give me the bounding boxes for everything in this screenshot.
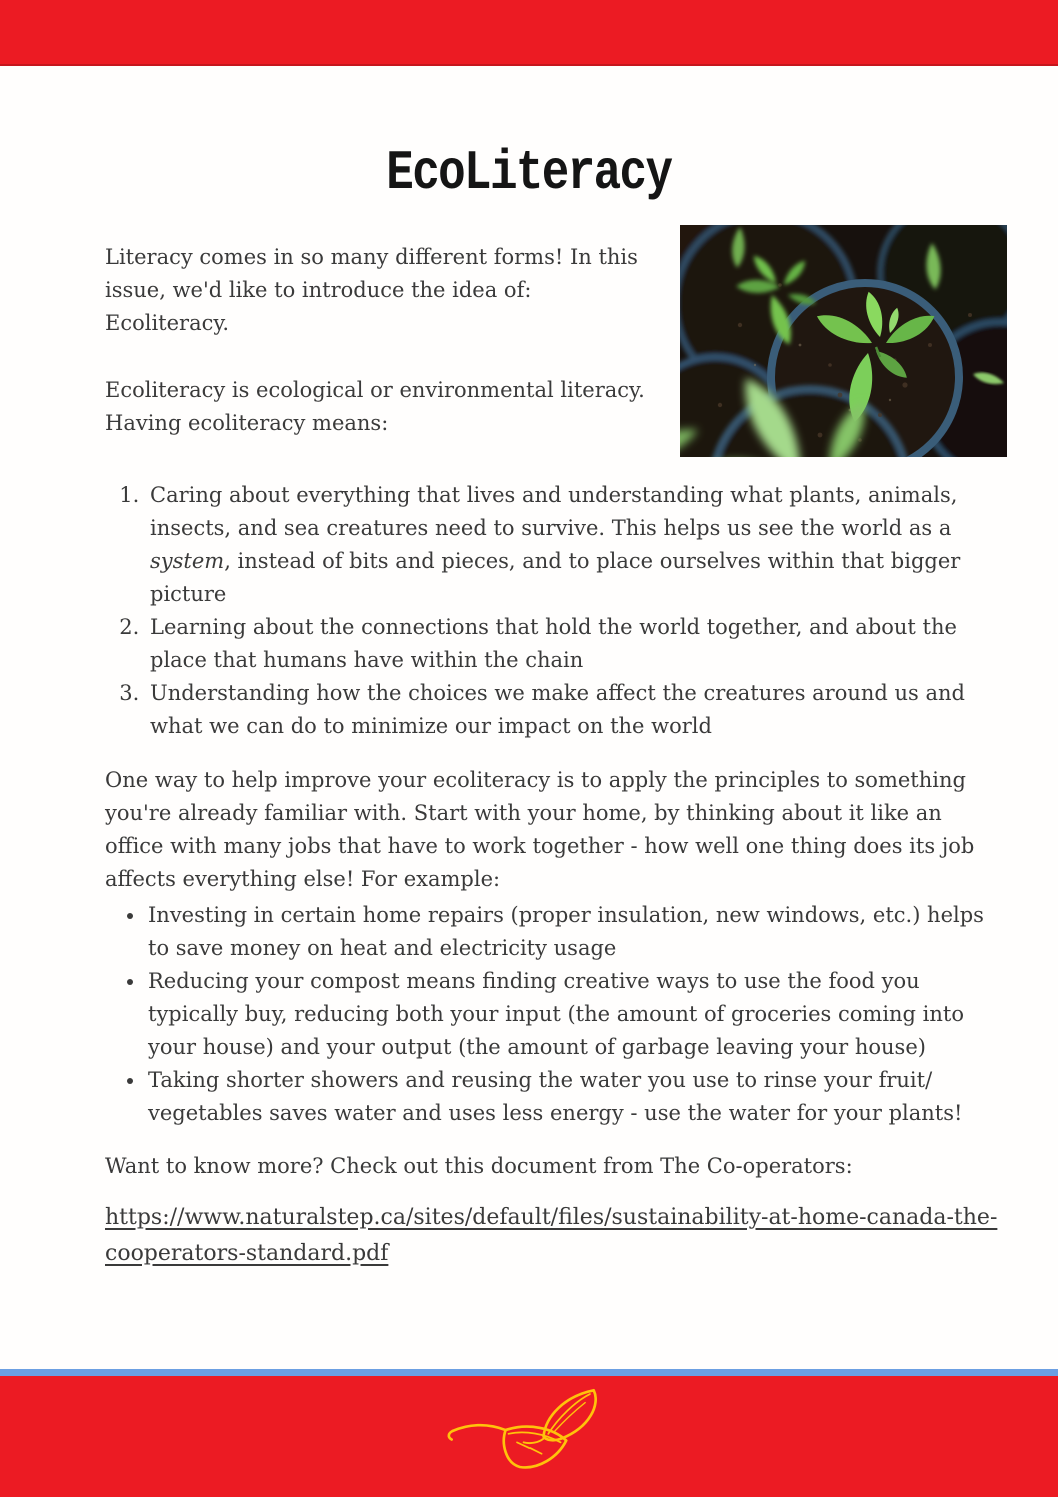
list-item bbox=[146, 479, 988, 611]
intro-paragraph-1: Literacy comes in so many different forms! In this issue, we'd like to introduce the idea of: Ecoliteracy. bbox=[105, 245, 638, 335]
italic-word: system bbox=[150, 549, 225, 573]
list-item: 2. Learning about the connections that hold the world together, and about the place that humans have within the chain bbox=[146, 611, 988, 677]
blue-divider-stripe bbox=[0, 1369, 1058, 1376]
page-title: EcoLiteracy bbox=[386, 140, 672, 205]
examples-bullet-list bbox=[105, 899, 988, 1130]
body-paragraph: One way to help improve your ecoliteracy is to apply the principles to something you're already familiar with. Start with your home, by thinking about it like an office with many jobs that have to work together - how well one thing does its job affects everything else! For example: bbox=[105, 768, 975, 891]
intro-text-column bbox=[105, 225, 653, 440]
page-footer bbox=[0, 1369, 1058, 1497]
cooperators-pdf-link[interactable]: https://www.naturalstep.ca/sites/default/files/sustainability-at-home-canada-the-cooperators-standard.pdf bbox=[105, 1205, 998, 1266]
list-item-text: Caring about everything that lives and understanding what plants, animals, insects, and sea creatures need to survive. This helps us see the world as a bbox=[150, 483, 958, 540]
seedlings-photo bbox=[680, 225, 1007, 457]
list-item: • Investing in certain home repairs (proper insulation, new windows, etc.) helps to save money on heat and electricity usage bbox=[146, 899, 988, 965]
list-item: 3. Understanding how the choices we make affect the creatures around us and what we can do to minimize our impact on the world bbox=[146, 677, 988, 743]
intro-paragraph-2: Ecoliteracy is ecological or environmental literacy. Having ecoliteracy means: bbox=[105, 378, 645, 435]
bottom-red-band bbox=[0, 1376, 1058, 1497]
list-item: • Reducing your compost means finding creative ways to use the food you typically buy, reducing both your input (the amount of groceries coming into your house) and your output (the amount of garbage leaving your house) bbox=[146, 965, 988, 1064]
ecoliteracy-numbered-list bbox=[105, 479, 988, 743]
top-red-band bbox=[0, 0, 1058, 66]
closing-paragraph: Want to know more? Check out this document from The Co-operators: bbox=[105, 1154, 853, 1178]
list-item: • Taking shorter showers and reusing the water you use to rinse your fruit/ vegetables saves water and uses less energy - use the water for your plants! bbox=[146, 1064, 988, 1130]
list-item-text: , instead of bits and pieces, and to place ourselves within that bigger picture bbox=[150, 549, 961, 606]
leaf-sketch-icon bbox=[445, 1383, 625, 1479]
